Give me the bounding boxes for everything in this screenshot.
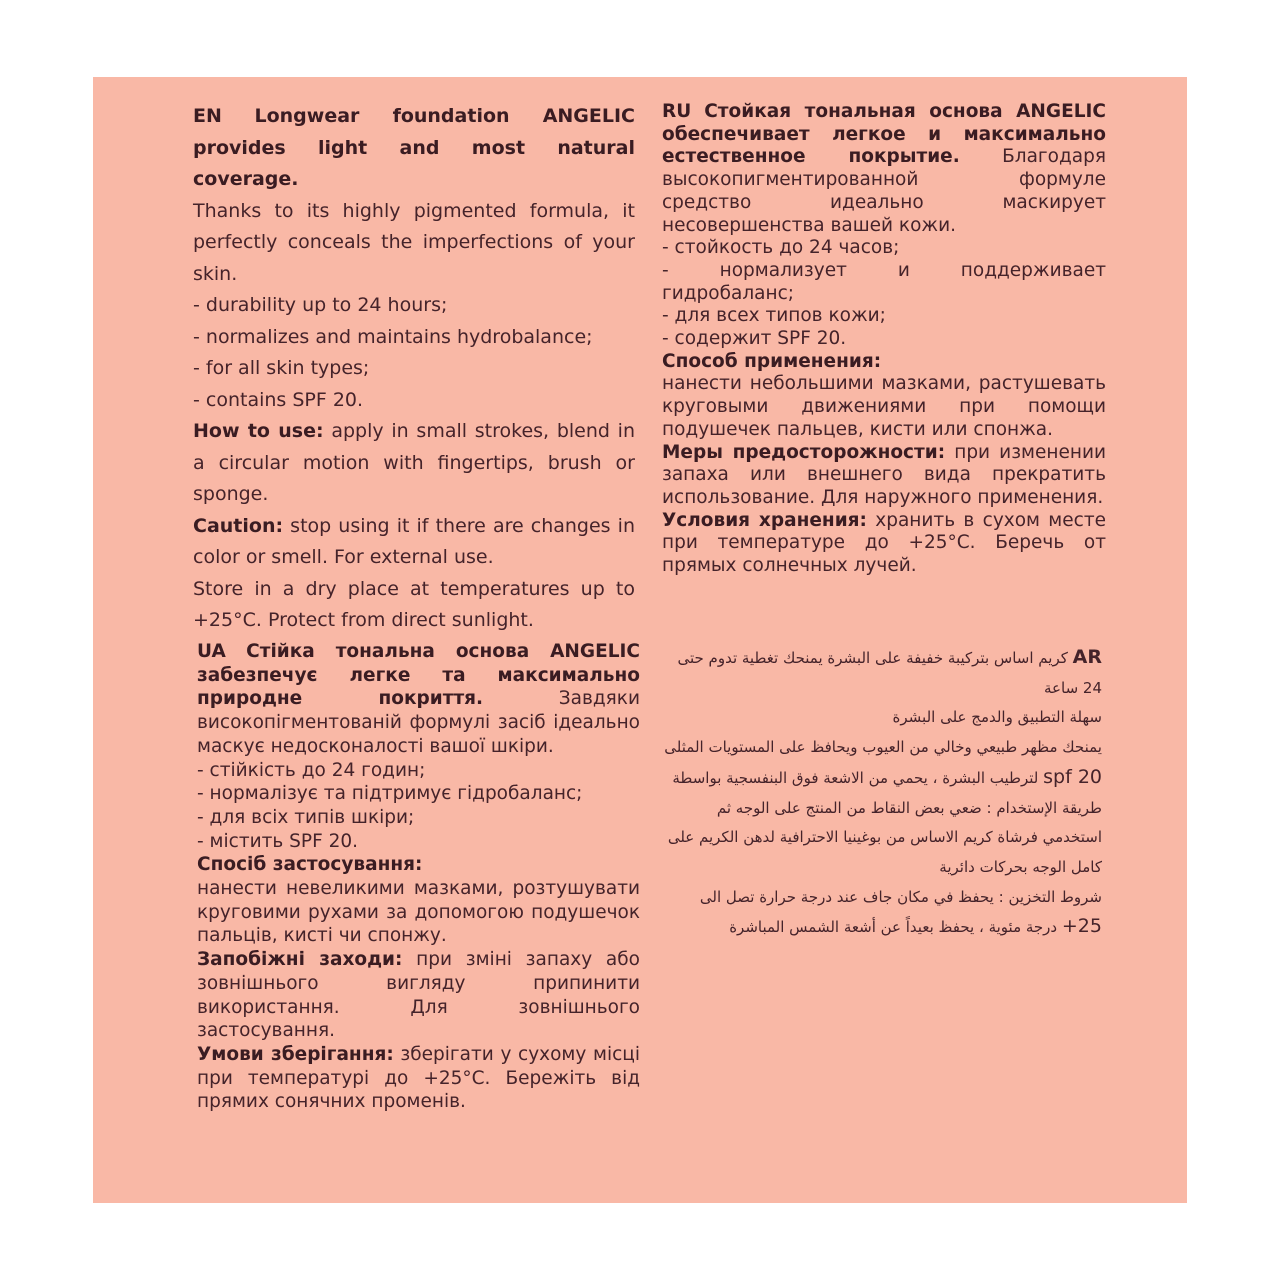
feature-item: - durability up to 24 hours;: [193, 294, 448, 316]
russian-section: [662, 101, 1106, 578]
language-code-ua: UA: [197, 641, 226, 662]
how-to-use-label-ru: Способ применения:: [662, 350, 882, 372]
storage-text-ru: хранить в сухом месте при температуре до +25°С. Беречь от прямых солнечных лучей.: [662, 509, 1106, 577]
caution-text-ua: при зміні запаху або зовнішнього вигляду припинити використання. Для зовнішнього застосування.: [197, 949, 640, 1042]
feature-item: - стійкість до 24 годин;: [197, 759, 426, 781]
feature-item: - для всех типов кожи;: [662, 305, 886, 327]
title-ru: Стойкая тональная основа ANGELIC обеспечивает легкое и максимально естественное покрытие.: [662, 101, 1106, 168]
title-ua: Стійка тональна основа ANGELIC забезпечує легке та максимально природне покриття.: [197, 641, 640, 710]
feature-item: - contains SPF 20.: [193, 388, 364, 411]
feature-item: - содержит SPF 20.: [662, 328, 847, 350]
feature-item: - for all skin types;: [193, 357, 370, 379]
how-to-use-text-ru: нанести небольшими мазками, растушевать круговыми движениями при помощи подушечек пальцев, кисти или спонжа.: [662, 373, 1106, 440]
arabic-section: [662, 643, 1102, 943]
arabic-line: يمنحك مظهر طبيعي وخالي من العيوب ويحافظ على المستويات المثلى: [664, 738, 1102, 757]
language-code-ar: AR: [1072, 646, 1102, 668]
how-to-use-label-ua: Спосіб застосування:: [197, 854, 423, 876]
feature-item: - містить SPF 20.: [197, 830, 359, 852]
caution-text-ru: при изменении запаха или внешнего вида прекратить использование. Для наружного применения.: [662, 441, 1106, 508]
arabic-line: لترطيب البشرة ، يحمي من الاشعة فوق البنفسجية بواسطة: [672, 768, 1039, 787]
feature-item: - стойкость до 24 часов;: [662, 237, 900, 259]
intro-en: Thanks to its highly pigmented formula, it perfectly conceals the imperfections of your skin.: [193, 199, 635, 285]
feature-item: - нормалізує та підтримує гідробаланс;: [197, 783, 583, 805]
caution-label-ua: Запобіжні заходи:: [197, 949, 403, 971]
caution-label-en: Caution:: [193, 514, 284, 537]
storage-text-ua: зберігати у сухому місці при температурі до +25°С. Бережіть від прямих сонячних променів.: [197, 1043, 640, 1113]
intro-ru: Благодаря высокопигментированной формуле средство идеально маскирует несовершенства вашей кожи.: [662, 146, 1106, 236]
caution-label-ru: Меры предосторожности:: [662, 441, 946, 463]
storage-label-ru: Условия хранения:: [662, 509, 867, 531]
temperature-value-ar: +25: [1061, 915, 1102, 938]
feature-item: - для всіх типів шкіри;: [197, 806, 415, 828]
arabic-line: درجة مئوية ، يحفظ بعيداً عن أشعة الشمس المباشرة: [729, 918, 1058, 937]
how-to-use-text-ua: нанести невеликими мазками, розтушувати круговими рухами за допомогою подушечок пальців, кисті чи спонжу.: [197, 878, 640, 947]
ukrainian-section: [197, 640, 640, 1114]
title-en: Longwear foundation ANGELIC provides light and most natural coverage.: [193, 105, 635, 190]
intro-ua: Завдяки високопігментованій формулі засіб ідеально маскує недосконалості вашої шкіри.: [197, 688, 640, 757]
arabic-line: سهلة التطبيق والدمج على البشرة: [892, 708, 1102, 727]
storage-label-ua: Умови зберігання:: [197, 1043, 394, 1065]
arabic-line: طريقة الإستخدام : ضعي بعض النقاط من المنتج على الوجه ثم استخدمي فرشاة كريم الاساس من بوغينيا الاحترافية لدهن الكريم على كامل الوجه بحركات دائرية: [667, 798, 1102, 876]
how-to-use-label-en: How to use:: [193, 420, 324, 442]
how-to-use-text-en: apply in small strokes, blend in a circular motion with fingertips, brush or sponge.: [193, 420, 636, 505]
english-section: [193, 101, 635, 637]
storage-text-en: Store in a dry place at temperatures up to +25°C. Protect from direct sunlight.: [193, 577, 635, 631]
language-code-en: EN: [193, 105, 222, 127]
language-code-ru: RU: [662, 101, 692, 122]
feature-item: - normalizes and maintains hydrobalance;: [193, 325, 593, 348]
spf-value-ar: spf 20: [1043, 765, 1102, 788]
feature-item: - нормализует и поддерживает гидробаланс;: [662, 259, 1106, 304]
caution-text-en: stop using it if there are changes in color or smell. For external use.: [193, 514, 635, 568]
arabic-line: كريم اساس بتركيبة خفيفة على البشرة يمنحك تغطية تدوم حتى 24 ساعة: [677, 649, 1102, 697]
arabic-line: شروط التخزين : يحفظ في مكان جاف عند درجة حرارة تصل الى: [699, 887, 1102, 906]
